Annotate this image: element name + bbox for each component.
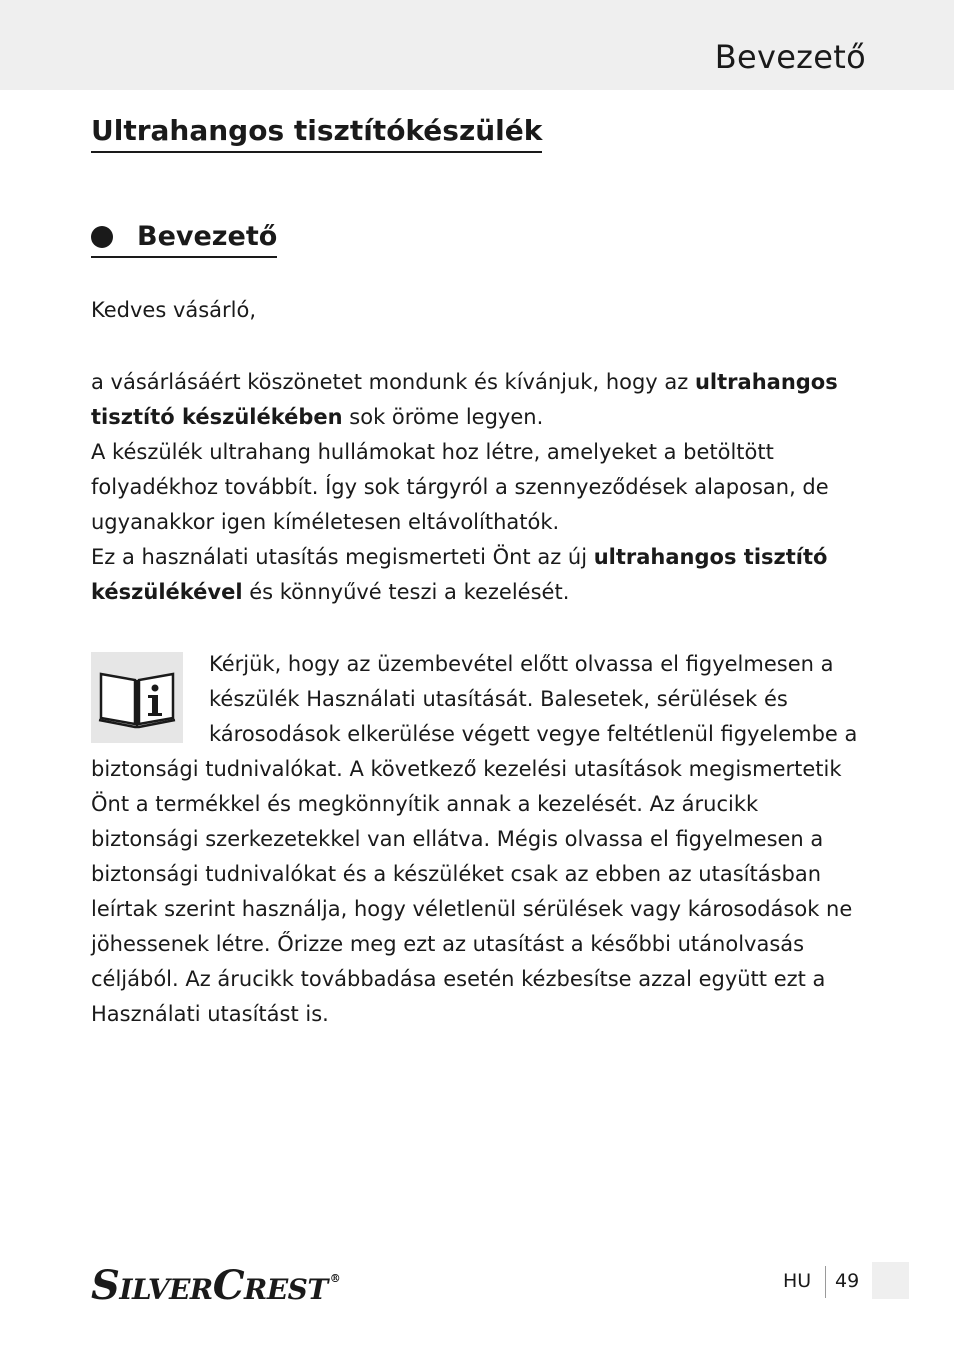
header-band	[0, 0, 954, 90]
safety-notice-text: Kérjük, hogy az üzembevétel előtt olvassa el figyelmesen a készülék Használati utasítását. Balesetek, sérülések és károsodások elkerülése végett vegye feltétlenül figyelembe a biztonsági tudnivalókat. A következő kezelési utasítások megismertetik Önt a termékkel és megkönnyítik annak a kezelését. Az árucikk biztonsági szerkezetekkel van ellátva. Mégis olvassa el figyelmesen a biztonsági tudnivalókat és a készüléket csak az ebben az utasításban leírtak szerint használja, hogy véletlenül sérülések vagy károsodások ne jöhessenek létre. Őrizze meg ezt az utasítást a későbbi utánolvasás céljából. Az árucikk továbbadása esetén kézbesítse azzal együtt ezt a Használati utasítást is.	[91, 652, 858, 1026]
intro-p1-bold: ultrahangos tisztító készülékében	[91, 370, 838, 429]
bullet-icon	[91, 226, 113, 248]
page-number: 49	[835, 1270, 860, 1292]
intro-p3-bold: ultrahangos tisztító készülékével	[91, 545, 828, 604]
page-separator	[825, 1266, 826, 1298]
intro-paragraph-2: A készülék ultrahang hullámokat hoz létre, amelyeket a betöltött folyadékhoz továbbít. Így sok tárgyról a szennyeződések alaposan, de ugyanakkor igen kíméletesen eltávolíthatók.	[91, 440, 829, 534]
intro-paragraph-3	[91, 540, 866, 610]
logo-s: S	[91, 1262, 120, 1309]
language-code: HU	[783, 1270, 812, 1292]
header-title: Bevezető	[714, 38, 866, 76]
logo-registered: ®	[329, 1272, 341, 1285]
safety-notice	[91, 647, 866, 1032]
icon-spacer	[91, 647, 209, 752]
section-heading	[91, 221, 277, 258]
greeting: Kedves vásárló,	[91, 298, 257, 322]
intro-text	[91, 365, 866, 610]
intro-p3-end: és könnyűvé teszi a kezelését.	[242, 580, 570, 604]
logo-ilver: ILVER	[119, 1273, 213, 1306]
document-title: Ultrahangos tisztítókészülék	[91, 114, 542, 153]
intro-p1-text: a vásárlásáért köszönetet mondunk és kívánjuk, hogy az	[91, 370, 695, 394]
logo-c: C	[212, 1262, 245, 1309]
intro-paragraph-1	[91, 365, 866, 435]
page-tab	[872, 1262, 909, 1299]
intro-p1-end: sok öröme legyen.	[342, 405, 544, 429]
intro-p3-text: Ez a használati utasítás megismerteti Önt az új	[91, 545, 594, 569]
section-heading-text: Bevezető	[137, 221, 278, 252]
silvercrest-logo	[91, 1262, 341, 1309]
logo-rest: REST	[244, 1273, 328, 1306]
